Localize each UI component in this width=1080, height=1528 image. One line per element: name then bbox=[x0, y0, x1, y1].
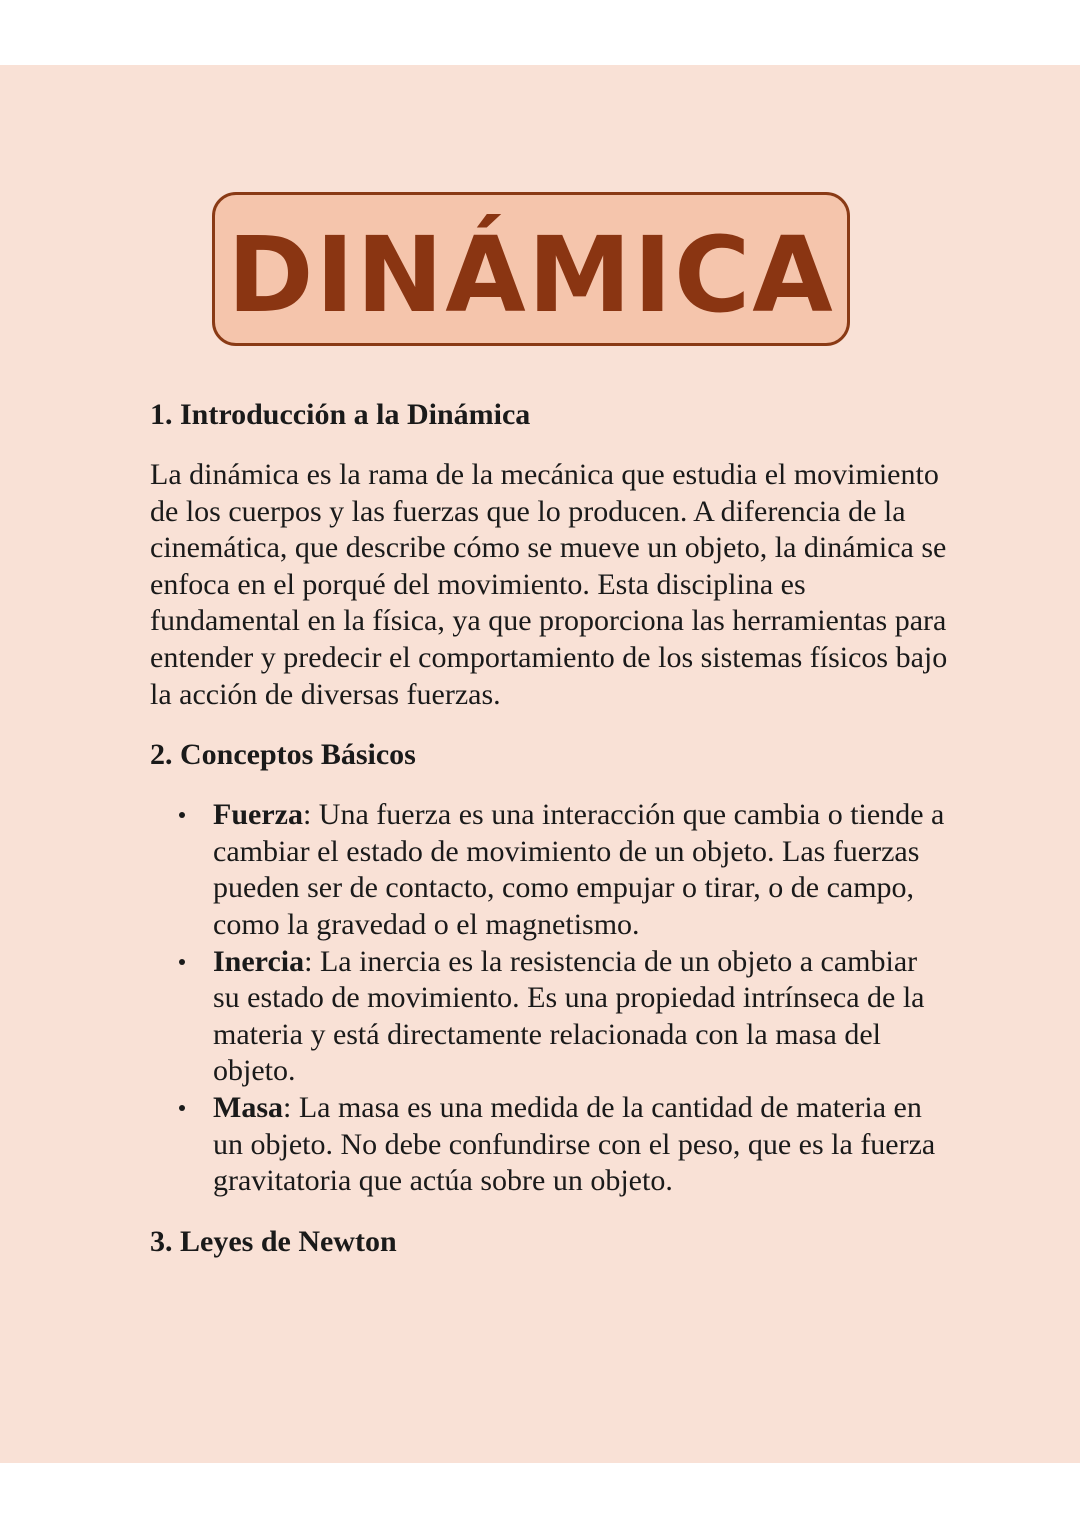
document-page bbox=[0, 65, 1080, 1463]
list-item-masa bbox=[213, 1090, 950, 1200]
definition-fuerza: : Una fuerza es una interacción que cambia o tiende a cambiar el estado de movimiento de un objeto. Las fuerzas pueden ser de contacto, como empujar o tirar, o de campo, como la gravedad o el magnetismo. bbox=[213, 798, 945, 941]
section-heading-conceptos: 2. Conceptos Básicos bbox=[150, 738, 416, 772]
definition-inercia: : La inercia es la resistencia de un objeto a cambiar su estado de movimiento. Es una propiedad intrínseca de la materia y está directamente relacionada con la masa del objeto. bbox=[213, 944, 925, 1088]
bullet-icon bbox=[179, 1105, 185, 1111]
term-inercia: Inercia bbox=[213, 944, 305, 978]
section-heading-introduccion: 1. Introducción a la Dinámica bbox=[150, 398, 531, 431]
definition-masa: : La masa es una medida de la cantidad de materia en un objeto. No debe confundirse con el peso, que es la fuerza gravitatoria que actúa sobre un objeto. bbox=[213, 1090, 936, 1198]
term-fuerza: Fuerza bbox=[213, 798, 303, 832]
title-banner bbox=[212, 192, 850, 346]
list-item-fuerza bbox=[213, 797, 950, 943]
term-masa: Masa bbox=[213, 1090, 283, 1124]
bullet-icon bbox=[179, 959, 185, 965]
concepts-list bbox=[150, 797, 950, 1200]
document-content bbox=[150, 397, 950, 1284]
list-item-inercia bbox=[213, 944, 950, 1090]
bullet-icon bbox=[179, 812, 185, 818]
section-heading-leyes-newton: 3. Leyes de Newton bbox=[150, 1224, 397, 1258]
document-title: DINÁMICA bbox=[227, 214, 835, 336]
section-paragraph-introduccion: La dinámica es la rama de la mecánica que estudia el movimiento de los cuerpos y las fuerzas que lo producen. A diferencia de la cinemática, que describe cómo se mueve un objeto, la dinámica se enfoca en el porqué del movimiento. Esta disciplina es fundamental en la física, ya que proporciona las herramientas para entender y predecir el comportamiento de los sistemas físicos bajo la acción de diversas fuerzas. bbox=[150, 458, 948, 711]
